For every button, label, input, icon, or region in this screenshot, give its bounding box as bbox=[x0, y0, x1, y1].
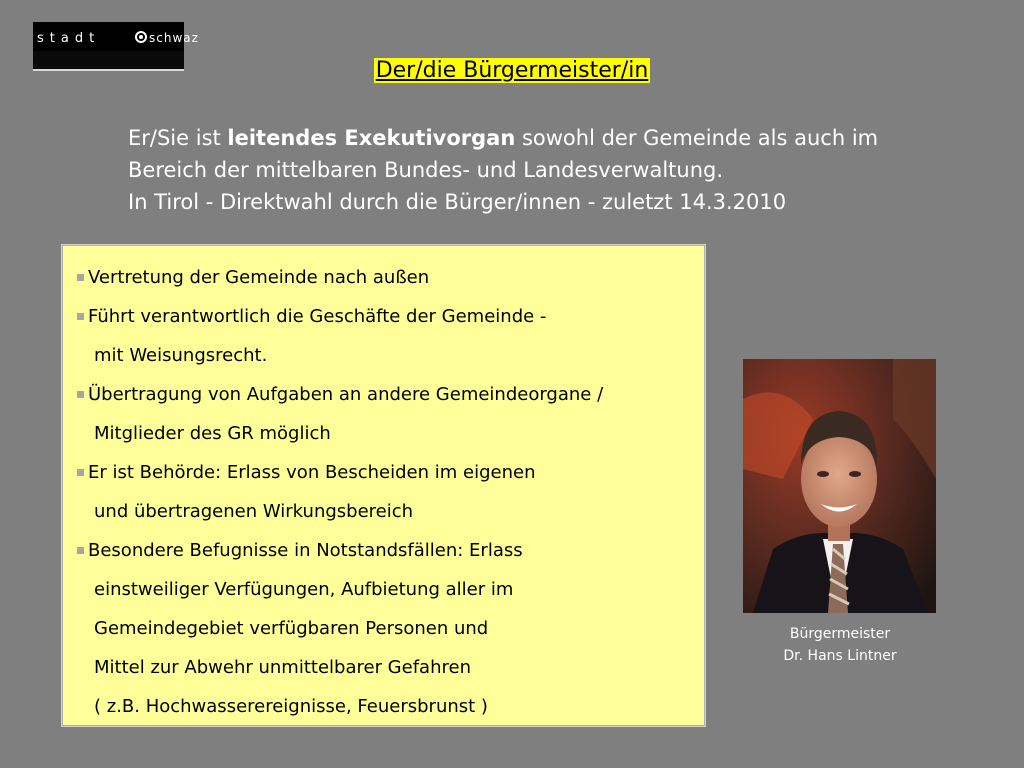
bullet-text: ( z.B. Hochwasserereignisse, Feuersbrunst ) bbox=[94, 696, 488, 717]
slide-title-wrapper bbox=[0, 58, 1024, 83]
intro-line-1 bbox=[128, 122, 958, 154]
bullet-square-icon bbox=[77, 313, 84, 320]
mayor-portrait-image bbox=[743, 359, 936, 613]
caption-name: Dr. Hans Lintner bbox=[783, 648, 897, 664]
bullet-text: einstweiliger Verfügungen, Aufbietung aller im bbox=[94, 579, 514, 600]
bullet-continuation bbox=[75, 414, 603, 453]
caption-role: Bürgermeister bbox=[789, 626, 891, 642]
bullet-continuation bbox=[75, 648, 603, 687]
bullet-text: Übertragung von Aufgaben an andere Gemeindeorgane / bbox=[88, 384, 604, 405]
bullet-continuation bbox=[75, 609, 603, 648]
bullet-text: Mitglieder des GR möglich bbox=[94, 423, 331, 444]
bullet-text: mit Weisungsrecht. bbox=[94, 345, 268, 366]
bullet-square-icon bbox=[77, 274, 84, 281]
bullet-item bbox=[75, 258, 603, 297]
intro-line-3: In Tirol - Direktwahl durch die Bürger/innen - zuletzt 14.3.2010 bbox=[128, 190, 787, 214]
bullet-continuation bbox=[75, 492, 603, 531]
intro-line-1-bold: leitendes Exekutivorgan bbox=[227, 126, 516, 150]
intro-line-1-suffix: sowohl der Gemeinde als auch im bbox=[515, 126, 879, 150]
logo-text-left: stadt bbox=[37, 31, 101, 46]
slide-title: Der/die Bürgermeister/in bbox=[375, 58, 649, 83]
bullet-continuation bbox=[75, 336, 603, 375]
bullet-text: Er ist Behörde: Erlass von Bescheiden im eigenen bbox=[88, 462, 536, 483]
bullet-square-icon bbox=[77, 547, 84, 554]
bullet-continuation bbox=[75, 570, 603, 609]
bullet-text: Vertretung der Gemeinde nach außen bbox=[88, 267, 430, 288]
bullet-text: Mittel zur Abwehr unmittelbarer Gefahren bbox=[94, 657, 471, 678]
bullet-item bbox=[75, 453, 603, 492]
bullet-item bbox=[75, 297, 603, 336]
bullet-text: Gemeindegebiet verfügbaren Personen und bbox=[94, 618, 489, 639]
bullet-item bbox=[75, 375, 603, 414]
bullet-text: Besondere Befugnisse in Notstandsfällen: Erlass bbox=[88, 540, 523, 561]
duties-box bbox=[62, 245, 705, 726]
bullet-text: und übertragenen Wirkungsbereich bbox=[94, 501, 414, 522]
logo-dot-icon bbox=[135, 31, 147, 43]
bullet-continuation bbox=[75, 687, 603, 726]
duties-list bbox=[75, 258, 603, 726]
intro-line-2: Bereich der mittelbaren Bundes- und Landesverwaltung. bbox=[128, 158, 724, 182]
intro-text bbox=[128, 122, 958, 218]
bullet-square-icon bbox=[77, 391, 84, 398]
photo-caption bbox=[740, 623, 940, 667]
bullet-text: Führt verantwortlich die Geschäfte der Gemeinde - bbox=[88, 306, 547, 327]
intro-line-1-prefix: Er/Sie ist bbox=[128, 126, 228, 150]
bullet-item bbox=[75, 531, 603, 570]
logo-text-right: schwaz bbox=[149, 31, 199, 45]
mayor-photo bbox=[743, 359, 936, 613]
bullet-square-icon bbox=[77, 469, 84, 476]
